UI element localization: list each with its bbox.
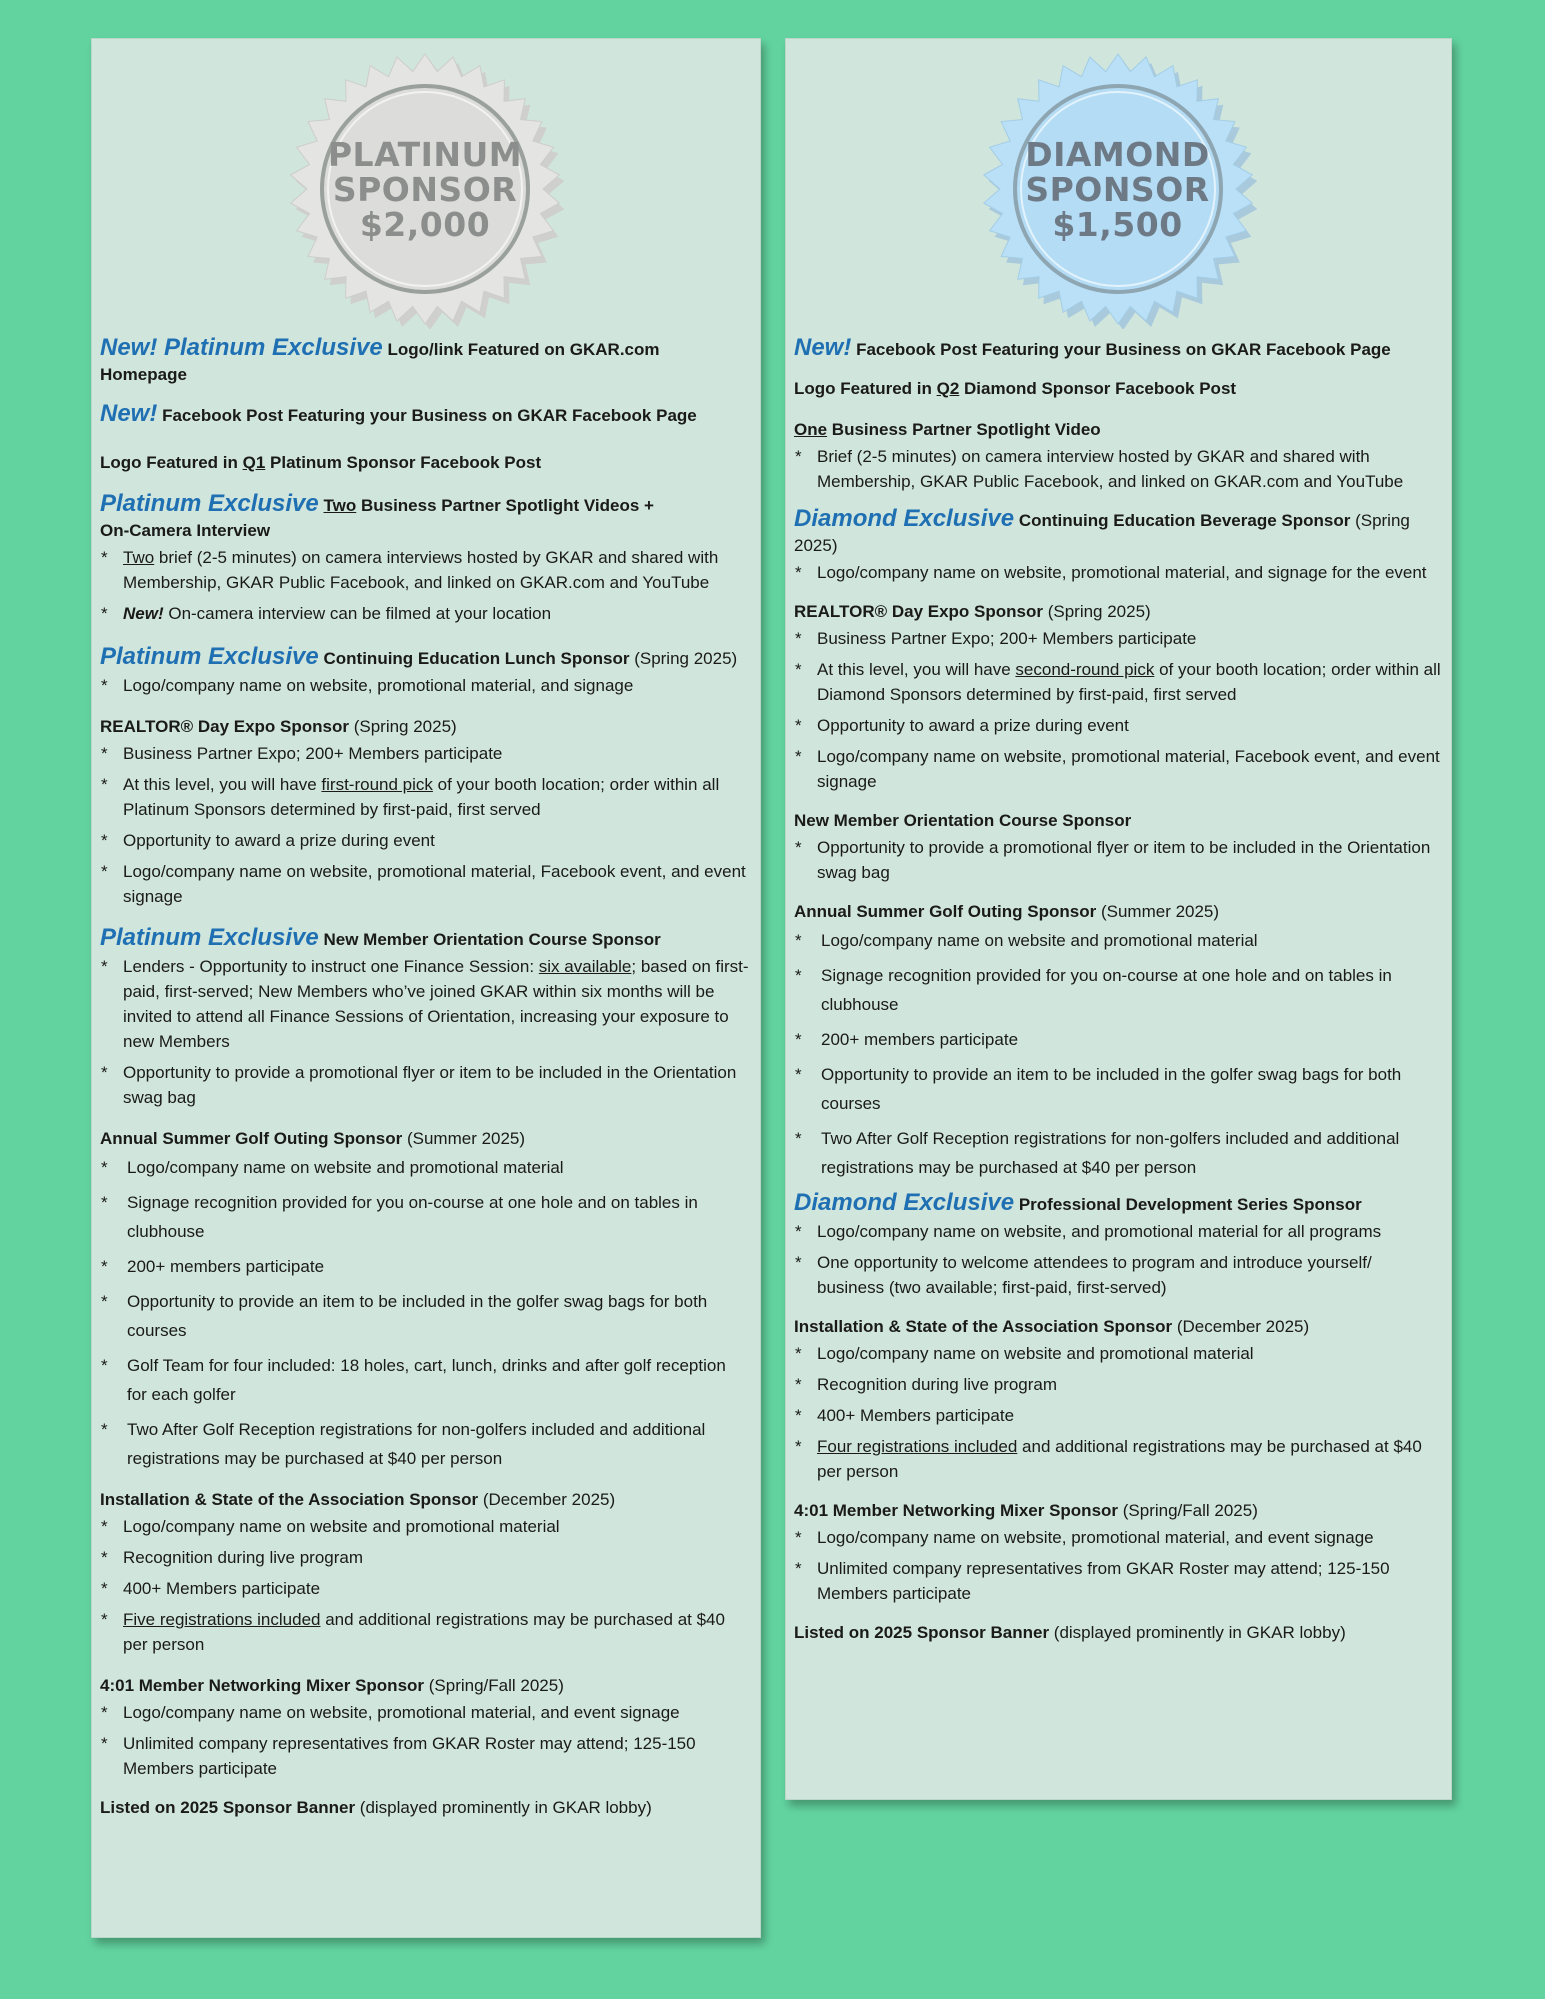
item-text: Brief (2-5 minutes) on camera interview hosted by GKAR and shared with Membership, GKAR Public Facebook, and linked on GKAR.com and YouTube — [817, 447, 1404, 491]
section-title: Business Partner Spotlight Video — [827, 420, 1101, 439]
item-text: Opportunity to provide an item to be included in the golfer swag bags for both courses — [127, 1292, 708, 1340]
item-text: Recognition during live program — [817, 1375, 1058, 1394]
list-item — [794, 744, 1441, 794]
item-text: Signage recognition provided for you on-course at one hole and on tables in clubhouse — [127, 1193, 698, 1241]
list-item — [100, 1351, 750, 1409]
list-item — [794, 1556, 1441, 1606]
item-text: ; based on first-paid, first-served; New Members who’ve joined GKAR within six months will be invited to attend all Finance Sessions of Orientation, increasing your exposure to new Members — [123, 957, 749, 1051]
highlight-label: New! — [100, 400, 158, 427]
item-text: Logo/company name on website and promotional material — [123, 1517, 560, 1536]
item-text: Logo/company name on website, promotional material, Facebook event, and event signage — [817, 747, 1440, 791]
list-item — [794, 926, 1441, 955]
bullet-icon: * — [795, 1065, 802, 1084]
section-date: (Spring 2025) — [794, 511, 1410, 555]
list-item — [794, 560, 1441, 585]
section-title: New Member Orientation Course Sponsor — [794, 811, 1132, 830]
highlight-label: Diamond Exclusive — [794, 505, 1015, 532]
list-item — [100, 1060, 750, 1110]
bullet-icon: * — [795, 1437, 802, 1456]
item-text: Logo/company name on website and promotional material — [821, 931, 1258, 950]
bullet-icon: * — [101, 1356, 108, 1375]
bullet-icon: * — [795, 747, 802, 766]
section-title: Annual Summer Golf Outing Sponsor — [794, 902, 1097, 921]
item-text: Logo/company name on website, promotional material, and event signage — [817, 1528, 1374, 1547]
item-text: Logo/company name on website, promotional material, and signage — [123, 676, 634, 695]
item-text: brief (2-5 minutes) on camera interviews hosted by GKAR and shared with Membership, GKAR Public Facebook, and linked on GKAR.com and YouTube — [123, 548, 719, 592]
list-item — [100, 859, 750, 909]
highlight-label: New! — [794, 334, 852, 361]
bullet-icon: * — [795, 1222, 802, 1241]
item-text: 400+ Members participate — [817, 1406, 1015, 1425]
list-item — [100, 1188, 750, 1246]
section-date: (Summer 2025) — [402, 1129, 526, 1148]
item-text: Signage recognition provided for you on-course at one hole and on tables in clubhouse — [821, 966, 1392, 1014]
bullet-icon: * — [795, 1129, 802, 1148]
item-text: Opportunity to provide an item to be included in the golfer swag bags for both courses — [821, 1065, 1402, 1113]
item-text: At this level, you will have — [817, 660, 1016, 679]
ce-lunch-section — [100, 644, 750, 698]
item-text: Two After Golf Reception registrations for non-golfers included and additional registrations may be purchased at $40 per person — [821, 1129, 1400, 1177]
highlight-label: New! Platinum Exclusive — [100, 334, 383, 361]
spotlight-videos-section — [100, 491, 750, 626]
badge-line-1: PLATINUM — [327, 134, 523, 174]
item-emphasis: second-round pick — [1015, 660, 1155, 679]
professional-development-section — [794, 1190, 1441, 1300]
item-text: Lenders - Opportunity to instruct one Finance Session: — [123, 957, 539, 976]
item-text: and additional registrations may be purchased at $40 per person — [817, 1437, 1422, 1481]
list-item — [100, 1415, 750, 1473]
section-title: REALTOR® Day Expo Sponsor — [794, 602, 1043, 621]
bullet-icon: * — [795, 1375, 802, 1394]
bullet-icon: * — [795, 660, 802, 679]
section-date: (Spring/Fall 2025) — [424, 1676, 564, 1695]
section-title: Installation & State of the Association Sponsor — [794, 1317, 1173, 1336]
bullet-icon: * — [101, 1158, 108, 1177]
item-text: 400+ Members participate — [123, 1579, 321, 1598]
section-title: Facebook Post Featuring your Business on GKAR Facebook Page — [162, 406, 697, 425]
bullet-icon: * — [101, 1610, 108, 1629]
item-text: Logo/company name on website, and promotional material for all programs — [817, 1222, 1382, 1241]
section-title-quarter: Q2 — [936, 379, 960, 398]
section-title: Facebook Post Featuring your Business on GKAR Facebook Page — [856, 340, 1391, 359]
item-text: Opportunity to award a prize during event — [817, 716, 1129, 735]
highlight-label: Platinum Exclusive — [100, 924, 319, 951]
list-item — [794, 1124, 1441, 1182]
list-item — [100, 673, 750, 698]
item-text: Logo/company name on website, promotional material, and event signage — [123, 1703, 680, 1722]
section-title: Listed on 2025 Sponsor Banner — [100, 1798, 356, 1817]
bullet-icon: * — [101, 548, 108, 567]
bullet-icon: * — [795, 838, 802, 857]
facebook-logo-section — [794, 376, 1441, 401]
list-item — [794, 1250, 1441, 1300]
platinum-sponsor-badge — [285, 49, 565, 329]
section-note: (displayed prominently in GKAR lobby) — [355, 1798, 652, 1817]
list-item — [100, 1545, 750, 1570]
list-item — [100, 1576, 750, 1601]
bullet-icon: * — [101, 744, 108, 763]
list-item — [100, 1153, 750, 1182]
bullet-icon: * — [101, 1257, 108, 1276]
section-title-count: Two — [323, 496, 357, 515]
list-item — [794, 1434, 1441, 1484]
list-item — [100, 1607, 750, 1657]
list-item — [794, 1060, 1441, 1118]
section-title: 4:01 Member Networking Mixer Sponsor — [794, 1501, 1119, 1520]
bullet-icon: * — [101, 862, 108, 881]
section-date: (Spring 2025) — [1042, 602, 1151, 621]
bullet-icon: * — [101, 1063, 108, 1082]
section-title: Annual Summer Golf Outing Sponsor — [100, 1129, 403, 1148]
item-text: Business Partner Expo; 200+ Members participate — [817, 629, 1197, 648]
facebook-logo-section — [100, 450, 750, 475]
item-new-label: New! — [123, 604, 164, 623]
list-item — [100, 1287, 750, 1345]
bullet-icon: * — [795, 447, 802, 466]
item-text: of your booth location; order within all Platinum Sponsors determined by first-paid, first served — [123, 775, 720, 819]
bullet-icon: * — [795, 1528, 802, 1547]
list-item — [100, 828, 750, 853]
list-item — [100, 545, 750, 595]
section-title-pre: Logo Featured in — [794, 379, 937, 398]
section-date: (Spring 2025) — [629, 649, 738, 668]
diamond-sponsor-badge — [978, 49, 1258, 329]
list-item — [794, 1219, 1441, 1244]
highlight-label: Platinum Exclusive — [100, 643, 319, 670]
spotlight-video-section — [794, 417, 1441, 494]
item-emphasis: six available — [538, 957, 632, 976]
facebook-post-section — [100, 401, 750, 428]
highlight-label: Diamond Exclusive — [794, 1189, 1015, 1216]
bullet-icon: * — [101, 775, 108, 794]
homepage-logo-section — [100, 335, 750, 387]
item-emphasis: first-round pick — [321, 775, 433, 794]
orientation-section — [794, 808, 1441, 885]
section-title-post: Diamond Sponsor Facebook Post — [959, 379, 1237, 398]
badge-line-2: SPONSOR — [332, 169, 518, 209]
item-text: Golf Team for four included: 18 holes, cart, lunch, drinks and after golf reception for each golfer — [127, 1356, 726, 1404]
realtor-day-section — [100, 714, 750, 909]
item-text: Unlimited company representatives from GKAR Roster may attend; 125-150 Members participate — [123, 1734, 696, 1778]
list-item — [794, 1372, 1441, 1397]
item-text: Business Partner Expo; 200+ Members participate — [123, 744, 503, 763]
list-item — [100, 1731, 750, 1781]
bullet-icon: * — [101, 957, 108, 976]
bullet-icon: * — [101, 1193, 108, 1212]
item-text: and additional registrations may be purchased at $40 per person — [123, 1610, 725, 1654]
section-title: REALTOR® Day Expo Sponsor — [100, 717, 349, 736]
section-date: (Spring 2025) — [348, 717, 457, 736]
list-item — [100, 741, 750, 766]
item-text: Opportunity to provide a promotional flyer or item to be included in the Orientation swag bag — [123, 1063, 737, 1107]
list-item — [794, 1403, 1441, 1428]
item-text: On-camera interview can be filmed at your location — [163, 604, 552, 623]
bullet-icon: * — [795, 1030, 802, 1049]
golf-outing-section — [794, 899, 1441, 1182]
bullet-icon: * — [101, 1420, 108, 1439]
list-item — [100, 601, 750, 626]
section-title: Installation & State of the Association Sponsor — [100, 1490, 479, 1509]
list-item — [100, 1252, 750, 1281]
item-text: 200+ members participate — [821, 1030, 1019, 1049]
bullet-icon: * — [795, 563, 802, 582]
bullet-icon: * — [101, 1517, 108, 1536]
bullet-icon: * — [101, 1579, 108, 1598]
highlight-label: Platinum Exclusive — [100, 490, 319, 517]
sponsor-banner-section — [794, 1620, 1441, 1645]
badge-price: $2,000 — [359, 204, 491, 244]
list-item — [794, 713, 1441, 738]
section-title: Listed on 2025 Sponsor Banner — [794, 1623, 1050, 1642]
item-text: At this level, you will have — [123, 775, 322, 794]
section-date: (December 2025) — [1172, 1317, 1310, 1336]
section-note: (displayed prominently in GKAR lobby) — [1049, 1623, 1346, 1642]
list-item — [794, 1341, 1441, 1366]
section-date: (Spring/Fall 2025) — [1118, 1501, 1258, 1520]
bullet-icon: * — [101, 604, 108, 623]
section-title: Professional Development Series Sponsor — [1018, 1195, 1362, 1214]
section-date: (December 2025) — [478, 1490, 616, 1509]
bullet-icon: * — [795, 1344, 802, 1363]
bullet-icon: * — [101, 676, 108, 695]
badge-line-2: SPONSOR — [1025, 169, 1210, 209]
item-text: Unlimited company representatives from GKAR Roster may attend; 125-150 Members participate — [817, 1559, 1390, 1603]
ce-beverage-section — [794, 506, 1441, 585]
list-item — [100, 1700, 750, 1725]
bullet-icon: * — [101, 1548, 108, 1567]
section-title-quarter: Q1 — [242, 453, 266, 472]
section-title-post: Platinum Sponsor Facebook Post — [265, 453, 542, 472]
bullet-icon: * — [795, 629, 802, 648]
sponsor-banner-section — [100, 1795, 750, 1820]
item-text: of your booth location; order within all Diamond Sponsors determined by first-paid, first served — [817, 660, 1441, 704]
item-text: One opportunity to welcome attendees to program and introduce yourself/ business (two available; first-paid, first-served) — [817, 1253, 1372, 1297]
facebook-post-section — [794, 335, 1441, 362]
installation-section — [794, 1314, 1441, 1484]
item-emphasis: Five registrations included — [123, 1610, 321, 1629]
list-item — [794, 444, 1441, 494]
list-item — [100, 954, 750, 1054]
bullet-icon: * — [795, 1253, 802, 1272]
section-title-count: One — [794, 420, 828, 439]
item-text: Logo/company name on website and promotional material — [817, 1344, 1254, 1363]
item-emphasis: Two — [123, 548, 155, 567]
list-item — [794, 835, 1441, 885]
list-item — [100, 772, 750, 822]
section-title: 4:01 Member Networking Mixer Sponsor — [100, 1676, 425, 1695]
bullet-icon: * — [101, 1703, 108, 1722]
section-title-line2: On-Camera Interview — [100, 521, 271, 540]
list-item — [794, 961, 1441, 1019]
bullet-icon: * — [795, 1559, 802, 1578]
bullet-icon: * — [795, 716, 802, 735]
section-title: New Member Orientation Course Sponsor — [323, 930, 661, 949]
section-title: Continuing Education Beverage Sponsor — [1018, 511, 1351, 530]
realtor-day-section — [794, 599, 1441, 794]
platinum-sponsor-panel — [91, 38, 761, 1938]
orientation-section — [100, 925, 750, 1110]
section-title-pre: Logo Featured in — [100, 453, 243, 472]
item-text: Opportunity to provide a promotional flyer or item to be included in the Orientation swag bag — [817, 838, 1431, 882]
item-text: 200+ members participate — [127, 1257, 325, 1276]
list-item — [794, 657, 1441, 707]
section-title: Logo/link Featured on GKAR.com Homepage — [100, 340, 660, 384]
bullet-icon: * — [101, 1734, 108, 1753]
bullet-icon: * — [101, 1292, 108, 1311]
item-emphasis: Four registrations included — [817, 1437, 1018, 1456]
bullet-icon: * — [795, 966, 802, 985]
list-item — [794, 1025, 1441, 1054]
list-item — [100, 1514, 750, 1539]
section-title: Business Partner Spotlight Videos + — [356, 496, 654, 515]
mixer-section — [100, 1673, 750, 1781]
list-item — [794, 1525, 1441, 1550]
bullet-icon: * — [795, 931, 802, 950]
section-date: (Summer 2025) — [1096, 902, 1220, 921]
golf-outing-section — [100, 1126, 750, 1473]
bullet-icon: * — [795, 1406, 802, 1425]
badge-price: $1,500 — [1052, 204, 1183, 244]
item-text: Logo/company name on website and promotional material — [127, 1158, 564, 1177]
item-text: Logo/company name on website, promotional material, and signage for the event — [817, 563, 1427, 582]
item-text: Logo/company name on website, promotional material, Facebook event, and event signage — [123, 862, 746, 906]
bullet-icon: * — [101, 831, 108, 850]
item-text: Two After Golf Reception registrations for non-golfers included and additional registrations may be purchased at $40 per person — [127, 1420, 706, 1468]
mixer-section — [794, 1498, 1441, 1606]
badge-line-1: DIAMOND — [1025, 134, 1210, 174]
list-item — [794, 626, 1441, 651]
item-text: Opportunity to award a prize during event — [123, 831, 435, 850]
installation-section — [100, 1487, 750, 1657]
diamond-sponsor-panel — [785, 38, 1452, 1800]
item-text: Recognition during live program — [123, 1548, 364, 1567]
section-title: Continuing Education Lunch Sponsor — [323, 649, 630, 668]
